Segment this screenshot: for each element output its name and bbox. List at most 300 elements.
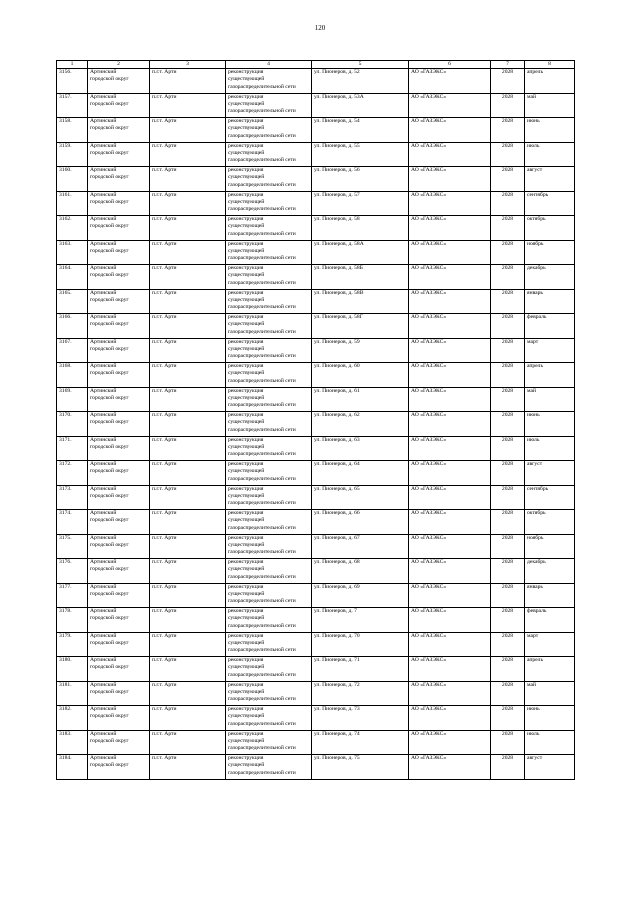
cell-number: 3173.	[57, 485, 88, 510]
cell-number: 3160.	[57, 167, 88, 192]
cell-okrug	[88, 191, 150, 216]
cell-address: ул. Пионеров, д. 71	[312, 657, 409, 682]
cell-work-type	[226, 314, 312, 339]
okrug-line: городской округ	[90, 272, 129, 279]
table-row	[57, 534, 575, 559]
work-line: газораспределительной сети	[228, 475, 296, 482]
cell-settlement: п.г.т. Арти	[150, 681, 226, 706]
work-line: существующей	[228, 370, 265, 377]
cell-work-type	[226, 240, 312, 265]
cell-year: 2028	[491, 461, 525, 486]
cell-month: январь	[525, 289, 575, 314]
cell-address: ул. Пионеров, д. 70	[312, 632, 409, 657]
cell-work-type	[226, 461, 312, 486]
cell-address: ул. Пионеров, д. 64	[312, 461, 409, 486]
cell-month: июль	[525, 142, 575, 167]
cell-okrug	[88, 142, 150, 167]
work-line: существующей	[228, 688, 265, 695]
cell-okrug	[88, 387, 150, 412]
okrug-line: Артинский	[90, 657, 117, 663]
cell-number: 3172.	[57, 461, 88, 486]
cell-month: октябрь	[525, 510, 575, 535]
cell-organization: АО «ГАЗЭКС»	[409, 436, 491, 461]
header-col-5: 5	[312, 61, 409, 69]
okrug-line: Артинский	[90, 461, 117, 467]
cell-address: ул. Пионеров, д. 54	[312, 118, 409, 143]
cell-okrug	[88, 363, 150, 388]
cell-organization: АО «ГАЗЭКС»	[409, 387, 491, 412]
cell-okrug	[88, 681, 150, 706]
cell-settlement: п.г.т. Арти	[150, 363, 226, 388]
cell-year: 2028	[491, 93, 525, 118]
cell-month: март	[525, 338, 575, 363]
cell-month: ноябрь	[525, 240, 575, 265]
cell-settlement: п.г.т. Арти	[150, 118, 226, 143]
cell-month: июнь	[525, 118, 575, 143]
cell-okrug	[88, 167, 150, 192]
okrug-line: городской округ	[90, 713, 129, 720]
okrug-line: городской округ	[90, 443, 129, 450]
page-number: 120	[314, 24, 326, 32]
okrug-line: городской округ	[90, 688, 129, 695]
cell-address: ул. Пионеров, д. 53А	[312, 93, 409, 118]
table-row	[57, 240, 575, 265]
table-row	[57, 559, 575, 584]
okrug-line: Артинский	[90, 608, 117, 614]
cell-month: ноябрь	[525, 534, 575, 559]
cell-okrug	[88, 69, 150, 94]
cell-month: февраль	[525, 314, 575, 339]
okrug-line: Артинский	[90, 485, 117, 492]
cell-work-type	[226, 608, 312, 633]
cell-work-type	[226, 118, 312, 143]
work-line: реконструкция	[228, 338, 264, 345]
header-col-6: 6	[409, 61, 491, 69]
work-line: газораспределительной сети	[228, 108, 296, 115]
work-line: газораспределительной сети	[228, 279, 296, 286]
cell-year: 2028	[491, 436, 525, 461]
work-line: газораспределительной сети	[228, 304, 296, 311]
cell-organization: АО «ГАЗЭКС»	[409, 583, 491, 608]
cell-address: ул. Пионеров, д. 7	[312, 608, 409, 633]
cell-settlement: п.г.т. Арти	[150, 510, 226, 535]
cell-number: 3180.	[57, 657, 88, 682]
cell-address: ул. Пионеров, д. 52	[312, 69, 409, 94]
cell-okrug	[88, 314, 150, 339]
work-line: существующей	[228, 76, 265, 83]
cell-address: ул. Пионеров, д. 58	[312, 216, 409, 241]
okrug-line: Артинский	[90, 387, 117, 394]
cell-month: май	[525, 387, 575, 412]
cell-settlement: п.г.т. Арти	[150, 485, 226, 510]
cell-okrug	[88, 559, 150, 584]
cell-number: 3179.	[57, 632, 88, 657]
table-row	[57, 265, 575, 290]
okrug-line: Артинский	[90, 240, 117, 247]
work-line: реконструкция	[228, 69, 264, 75]
okrug-line: Артинский	[90, 681, 117, 688]
work-line: существующей	[228, 149, 265, 156]
cell-organization: АО «ГАЗЭКС»	[409, 314, 491, 339]
work-line: газораспределительной сети	[228, 549, 296, 556]
cell-work-type	[226, 69, 312, 94]
cell-year: 2028	[491, 559, 525, 584]
work-line: газораспределительной сети	[228, 573, 296, 580]
table-row	[57, 510, 575, 535]
work-line: существующей	[228, 615, 265, 622]
header-row	[57, 61, 575, 69]
cell-settlement: п.г.т. Арти	[150, 387, 226, 412]
cell-number: 3177.	[57, 583, 88, 608]
cell-work-type	[226, 583, 312, 608]
cell-okrug	[88, 730, 150, 755]
cell-settlement: п.г.т. Арти	[150, 265, 226, 290]
cell-organization: АО «ГАЗЭКС»	[409, 559, 491, 584]
cell-settlement: п.г.т. Арти	[150, 216, 226, 241]
work-line: существующей	[228, 247, 265, 254]
cell-month: сентябрь	[525, 485, 575, 510]
table-row	[57, 69, 575, 94]
table-row	[57, 730, 575, 755]
okrug-line: городской округ	[90, 419, 129, 426]
cell-number: 3178.	[57, 608, 88, 633]
work-line: реконструкция	[228, 216, 264, 222]
cell-address: ул. Пионеров, д. 65	[312, 485, 409, 510]
cell-organization: АО «ГАЗЭКС»	[409, 338, 491, 363]
cell-work-type	[226, 510, 312, 535]
table-row	[57, 755, 575, 780]
cell-organization: АО «ГАЗЭКС»	[409, 534, 491, 559]
cell-settlement: п.г.т. Арти	[150, 657, 226, 682]
cell-number: 3162.	[57, 216, 88, 241]
work-line: реконструкция	[228, 510, 264, 516]
cell-month: май	[525, 681, 575, 706]
cell-work-type	[226, 93, 312, 118]
cell-work-type	[226, 681, 312, 706]
okrug-line: Артинский	[90, 289, 117, 296]
cell-work-type	[226, 534, 312, 559]
cell-okrug	[88, 657, 150, 682]
work-line: реконструкция	[228, 93, 264, 100]
cell-organization: АО «ГАЗЭКС»	[409, 608, 491, 633]
okrug-line: Артинский	[90, 706, 117, 712]
okrug-line: городской округ	[90, 762, 129, 769]
work-line: существующей	[228, 590, 265, 597]
cell-organization: АО «ГАЗЭКС»	[409, 706, 491, 731]
cell-okrug	[88, 461, 150, 486]
cell-settlement: п.г.т. Арти	[150, 93, 226, 118]
table-row	[57, 314, 575, 339]
work-line: реконструкция	[228, 118, 264, 124]
cell-number: 3176.	[57, 559, 88, 584]
cell-organization: АО «ГАЗЭКС»	[409, 265, 491, 290]
okrug-line: Артинский	[90, 534, 117, 541]
cell-address: ул. Пионеров, д. 62	[312, 412, 409, 437]
work-line: существующей	[228, 737, 265, 744]
work-line: существующей	[228, 639, 265, 646]
cell-month: март	[525, 632, 575, 657]
cell-number: 3159.	[57, 142, 88, 167]
table-row	[57, 216, 575, 241]
cell-address: ул. Пионеров, д. 69	[312, 583, 409, 608]
work-line: реконструкция	[228, 265, 264, 271]
table-row	[57, 436, 575, 461]
cell-settlement: п.г.т. Арти	[150, 142, 226, 167]
cell-year: 2028	[491, 363, 525, 388]
header-col-2: 2	[88, 61, 150, 69]
cell-settlement: п.г.т. Арти	[150, 534, 226, 559]
work-line: существующей	[228, 419, 265, 426]
cell-settlement: п.г.т. Арти	[150, 632, 226, 657]
cell-number: 3175.	[57, 534, 88, 559]
cell-number: 3174.	[57, 510, 88, 535]
cell-settlement: п.г.т. Арти	[150, 69, 226, 94]
cell-month: август	[525, 167, 575, 192]
okrug-line: городской округ	[90, 517, 129, 524]
cell-work-type	[226, 387, 312, 412]
cell-settlement: п.г.т. Арти	[150, 608, 226, 633]
work-line: газораспределительной сети	[228, 402, 296, 409]
header-col-7: 7	[491, 61, 525, 69]
cell-year: 2028	[491, 167, 525, 192]
table-row	[57, 632, 575, 657]
cell-settlement: п.г.т. Арти	[150, 167, 226, 192]
work-line: реконструкция	[228, 167, 264, 173]
work-line: газораспределительной сети	[228, 328, 296, 335]
cell-month: июль	[525, 730, 575, 755]
table-row	[57, 289, 575, 314]
cell-address: ул. Пионеров, д. 59	[312, 338, 409, 363]
work-line: реконструкция	[228, 583, 264, 590]
work-line: существующей	[228, 443, 265, 450]
cell-address: ул. Пионеров, д. 61	[312, 387, 409, 412]
cell-okrug	[88, 118, 150, 143]
cell-year: 2028	[491, 534, 525, 559]
work-line: реконструкция	[228, 412, 264, 418]
cell-work-type	[226, 559, 312, 584]
cell-okrug	[88, 485, 150, 510]
work-line: реконструкция	[228, 289, 264, 296]
cell-organization: АО «ГАЗЭКС»	[409, 240, 491, 265]
cell-address: ул. Пионеров, д. 58В	[312, 289, 409, 314]
header-col-1: 1	[57, 61, 88, 69]
work-line: реконструкция	[228, 191, 264, 198]
cell-address: ул. Пионеров, д. 57	[312, 191, 409, 216]
cell-number: 3183.	[57, 730, 88, 755]
cell-work-type	[226, 436, 312, 461]
okrug-line: городской округ	[90, 100, 129, 107]
okrug-line: Артинский	[90, 583, 117, 590]
work-line: газораспределительной сети	[228, 500, 296, 507]
cell-work-type	[226, 216, 312, 241]
cell-number: 3158.	[57, 118, 88, 143]
okrug-line: Артинский	[90, 632, 117, 639]
cell-settlement: п.г.т. Арти	[150, 338, 226, 363]
work-line: реконструкция	[228, 632, 264, 639]
work-line: существующей	[228, 272, 265, 279]
work-line: газораспределительной сети	[228, 132, 296, 139]
table-row	[57, 118, 575, 143]
cell-year: 2028	[491, 608, 525, 633]
cell-organization: АО «ГАЗЭКС»	[409, 216, 491, 241]
cell-number: 3182.	[57, 706, 88, 731]
okrug-line: Артинский	[90, 265, 117, 271]
table-row	[57, 338, 575, 363]
okrug-line: Артинский	[90, 559, 117, 565]
okrug-line: городской округ	[90, 615, 129, 622]
cell-organization: АО «ГАЗЭКС»	[409, 167, 491, 192]
work-line: реконструкция	[228, 387, 264, 394]
work-line: газораспределительной сети	[228, 377, 296, 384]
cell-settlement: п.г.т. Арти	[150, 436, 226, 461]
work-line: газораспределительной сети	[228, 598, 296, 605]
okrug-line: Артинский	[90, 167, 117, 173]
cell-address: ул. Пионеров, д. 67	[312, 534, 409, 559]
cell-month: апрель	[525, 69, 575, 94]
cell-number: 3164.	[57, 265, 88, 290]
work-line: существующей	[228, 713, 265, 720]
cell-year: 2028	[491, 216, 525, 241]
work-line: газораспределительной сети	[228, 181, 296, 188]
cell-month: июнь	[525, 412, 575, 437]
okrug-line: Артинский	[90, 314, 117, 320]
work-line: реконструкция	[228, 730, 264, 737]
cell-year: 2028	[491, 387, 525, 412]
table-row	[57, 657, 575, 682]
work-line: газораспределительной сети	[228, 230, 296, 237]
cell-month: июль	[525, 436, 575, 461]
work-line: существующей	[228, 517, 265, 524]
cell-year: 2028	[491, 706, 525, 731]
okrug-line: городской округ	[90, 149, 129, 156]
header-col-3: 3	[150, 61, 226, 69]
okrug-line: городской округ	[90, 198, 129, 205]
table-row	[57, 461, 575, 486]
cell-year: 2028	[491, 755, 525, 780]
cell-organization: АО «ГАЗЭКС»	[409, 755, 491, 780]
cell-settlement: п.г.т. Арти	[150, 412, 226, 437]
cell-number: 3156.	[57, 69, 88, 94]
cell-year: 2028	[491, 485, 525, 510]
okrug-line: городской округ	[90, 394, 129, 401]
work-line: реконструкция	[228, 240, 264, 247]
cell-address: ул. Пионеров, д. 58Б	[312, 265, 409, 290]
work-line: реконструкция	[228, 706, 264, 712]
work-line: существующей	[228, 100, 265, 107]
cell-work-type	[226, 289, 312, 314]
cell-okrug	[88, 240, 150, 265]
work-line: существующей	[228, 468, 265, 475]
cell-year: 2028	[491, 142, 525, 167]
cell-month: апрель	[525, 363, 575, 388]
cell-settlement: п.г.т. Арти	[150, 191, 226, 216]
okrug-line: городской округ	[90, 76, 129, 83]
cell-okrug	[88, 436, 150, 461]
cell-address: ул. Пионеров, д. 58Г	[312, 314, 409, 339]
cell-address: ул. Пионеров, д. 58А	[312, 240, 409, 265]
cell-okrug	[88, 632, 150, 657]
cell-year: 2028	[491, 191, 525, 216]
cell-month: июнь	[525, 706, 575, 731]
work-line: газораспределительной сети	[228, 451, 296, 458]
okrug-line: городской округ	[90, 296, 129, 303]
cell-okrug	[88, 216, 150, 241]
cell-year: 2028	[491, 118, 525, 143]
cell-organization: АО «ГАЗЭКС»	[409, 363, 491, 388]
cell-month: январь	[525, 583, 575, 608]
cell-address: ул. Пионеров, д. 55	[312, 142, 409, 167]
cell-okrug	[88, 93, 150, 118]
cell-number: 3163.	[57, 240, 88, 265]
cell-number: 3166.	[57, 314, 88, 339]
cell-organization: АО «ГАЗЭКС»	[409, 632, 491, 657]
cell-organization: АО «ГАЗЭКС»	[409, 191, 491, 216]
cell-year: 2028	[491, 510, 525, 535]
work-line: реконструкция	[228, 485, 264, 492]
work-line: реконструкция	[228, 142, 264, 149]
table-row	[57, 583, 575, 608]
cell-work-type	[226, 485, 312, 510]
okrug-line: городской округ	[90, 223, 129, 230]
cell-year: 2028	[491, 314, 525, 339]
work-line: существующей	[228, 223, 265, 230]
cell-address: ул. Пионеров, д. 73	[312, 706, 409, 731]
cell-year: 2028	[491, 338, 525, 363]
cell-number: 3165.	[57, 289, 88, 314]
cell-settlement: п.г.т. Арти	[150, 314, 226, 339]
okrug-line: Артинский	[90, 510, 117, 516]
okrug-line: городской округ	[90, 174, 129, 181]
work-line: реконструкция	[228, 608, 264, 614]
work-line: существующей	[228, 566, 265, 573]
cell-year: 2028	[491, 289, 525, 314]
cell-settlement: п.г.т. Арти	[150, 583, 226, 608]
work-line: реконструкция	[228, 314, 264, 320]
cell-settlement: п.г.т. Арти	[150, 559, 226, 584]
work-line: газораспределительной сети	[228, 524, 296, 531]
okrug-line: Артинский	[90, 436, 117, 443]
work-line: реконструкция	[228, 461, 264, 467]
cell-settlement: п.г.т. Арти	[150, 240, 226, 265]
work-line: газораспределительной сети	[228, 745, 296, 752]
work-line: газораспределительной сети	[228, 353, 296, 360]
cell-organization: АО «ГАЗЭКС»	[409, 69, 491, 94]
cell-organization: АО «ГАЗЭКС»	[409, 93, 491, 118]
cell-organization: АО «ГАЗЭКС»	[409, 118, 491, 143]
cell-settlement: п.г.т. Арти	[150, 706, 226, 731]
cell-organization: АО «ГАЗЭКС»	[409, 730, 491, 755]
cell-settlement: п.г.т. Арти	[150, 289, 226, 314]
cell-number: 3157.	[57, 93, 88, 118]
work-line: существующей	[228, 345, 265, 352]
okrug-line: городской округ	[90, 125, 129, 132]
cell-organization: АО «ГАЗЭКС»	[409, 657, 491, 682]
work-line: реконструкция	[228, 436, 264, 443]
cell-work-type	[226, 730, 312, 755]
okrug-line: городской округ	[90, 737, 129, 744]
okrug-line: Артинский	[90, 191, 117, 198]
cell-year: 2028	[491, 69, 525, 94]
cell-work-type	[226, 338, 312, 363]
work-line: газораспределительной сети	[228, 647, 296, 654]
okrug-line: Артинский	[90, 118, 117, 124]
works-table	[56, 60, 575, 780]
work-line: реконструкция	[228, 755, 264, 761]
cell-year: 2028	[491, 730, 525, 755]
work-line: реконструкция	[228, 657, 264, 663]
work-line: существующей	[228, 174, 265, 181]
table-row	[57, 706, 575, 731]
